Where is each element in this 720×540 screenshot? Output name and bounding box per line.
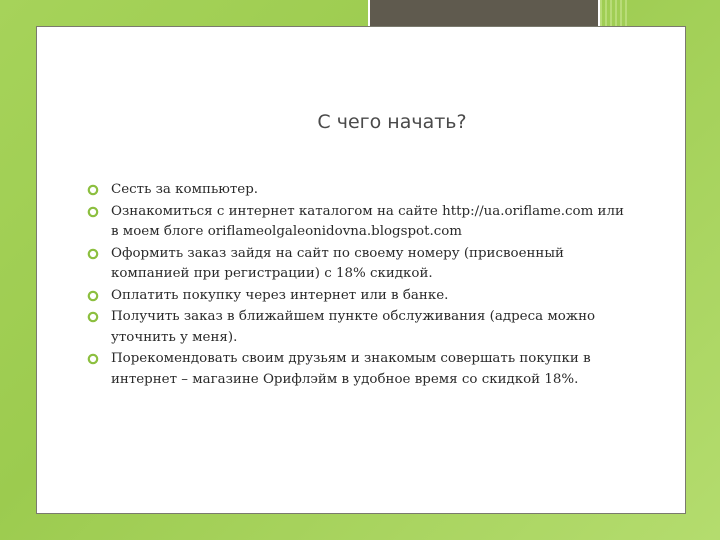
ring-bullet-icon	[87, 206, 99, 218]
list-item-text: Получить заказ в ближайшем пункте обслуживания (адреса можно уточнить у меня).	[111, 309, 596, 345]
ring-bullet-icon	[87, 248, 99, 260]
list-item	[87, 349, 627, 390]
slide-panel	[36, 26, 686, 514]
list-item	[87, 307, 627, 348]
list-item	[87, 286, 627, 307]
list-item	[87, 202, 627, 243]
list-item-text: Оформить заказ зайдя на сайт по своему номеру (присвоенный компанией при регистрации) с 18% скидкой.	[111, 245, 564, 281]
ring-bullet-icon	[87, 353, 99, 365]
list-item-text: Ознакомиться с интернет каталогом на сайте http://ua.oriflame.com или в моем блоге oriflameolgaleonidovna.blogspot.com	[111, 203, 624, 239]
slide-title: С чего начать?	[317, 111, 467, 133]
list-item	[87, 180, 627, 201]
list-item	[87, 244, 627, 285]
list-item-text: Сесть за компьютер.	[111, 182, 259, 197]
bullet-list	[87, 180, 627, 391]
ring-bullet-icon	[87, 290, 99, 302]
list-item-text: Порекомендовать своим друзьям и знакомым совершать покупки в интернет – магазине Орифлэйм в удобное время со скидкой 18%.	[111, 351, 591, 387]
ring-bullet-icon	[87, 311, 99, 323]
ring-bullet-icon	[87, 184, 99, 196]
list-item-text: Оплатить покупку через интернет или в банке.	[111, 287, 449, 303]
